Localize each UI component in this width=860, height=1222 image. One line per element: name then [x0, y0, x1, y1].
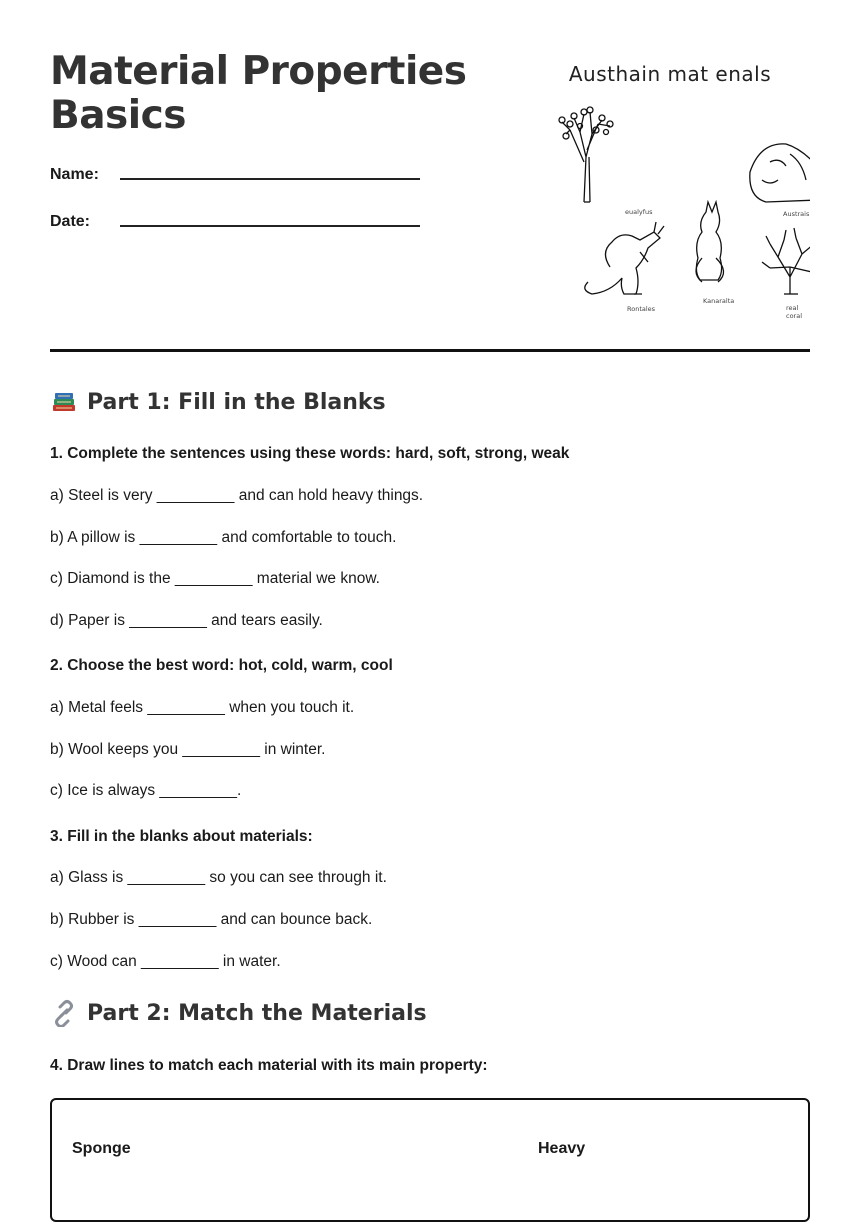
part2-heading-text: Part 2: Match the Materials [87, 1000, 427, 1026]
eucalyptus-tree-icon [559, 107, 613, 202]
q1-line-d: d) Paper is _________ and tears easily. [50, 612, 323, 629]
books-icon [50, 388, 78, 416]
q1-line-b: b) A pillow is _________ and comfortable to touch. [50, 529, 397, 546]
q3-line-b: b) Rubber is _________ and can bounce back. [50, 911, 373, 928]
wallaby-icon [585, 222, 664, 294]
q2-line-a: a) Metal feels _________ when you touch it. [50, 699, 355, 716]
australian-materials-illustration [540, 62, 810, 320]
caption-coral: real coral [786, 304, 803, 320]
illustration-drawing [540, 62, 810, 317]
q1-line-a: a) Steel is very _________ and can hold heavy things. [50, 487, 424, 504]
part1-heading [50, 388, 386, 416]
caption-rock: Austrais [783, 210, 810, 218]
question-2: 2. Choose the best word: hot, cold, warm, cool [50, 657, 393, 674]
date-label: Date: [50, 213, 91, 230]
kangaroo-icon [696, 202, 724, 282]
caption-wallaby: Rontales [627, 305, 656, 313]
illustration-title: Austhain mat enals [568, 62, 772, 86]
rock-icon [750, 144, 810, 202]
part2-heading [50, 999, 427, 1027]
link-icon [50, 999, 78, 1027]
coral-icon [762, 228, 810, 294]
q3-line-c: c) Wood can _________ in water. [50, 953, 281, 970]
page-title: Material Properties Basics [50, 49, 467, 138]
caption-kangaroo: Kanaralta [703, 297, 735, 305]
match-right-item: Heavy [538, 1140, 586, 1157]
question-4: 4. Draw lines to match each material with its main property: [50, 1057, 488, 1074]
q3-line-a: a) Glass is _________ so you can see through it. [50, 869, 387, 886]
q2-line-c: c) Ice is always _________. [50, 782, 242, 799]
name-label: Name: [50, 166, 99, 183]
q2-line-b: b) Wool keeps you _________ in winter. [50, 741, 326, 758]
part1-heading-text: Part 1: Fill in the Blanks [87, 389, 386, 415]
q1-line-c: c) Diamond is the _________ material we know. [50, 570, 380, 587]
question-1: 1. Complete the sentences using these words: hard, soft, strong, weak [50, 445, 570, 462]
section-divider [50, 349, 810, 352]
caption-tree: eualyfus [625, 208, 653, 216]
question-3: 3. Fill in the blanks about materials: [50, 828, 313, 845]
name-line [120, 178, 420, 180]
date-line [120, 225, 420, 227]
matching-box [50, 1098, 810, 1222]
match-left-item: Sponge [72, 1140, 131, 1157]
